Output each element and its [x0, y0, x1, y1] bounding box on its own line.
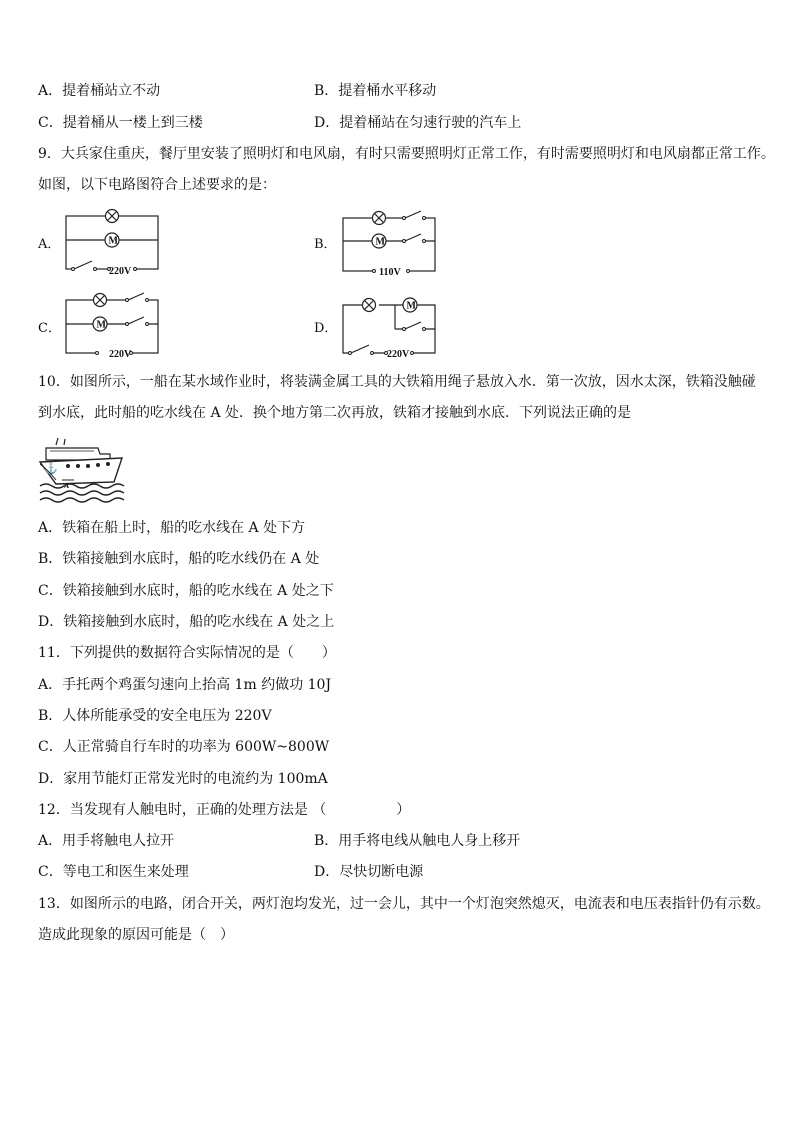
q9-option-d-label[interactable]: D． [314, 321, 338, 336]
q9-option-c-label[interactable]: C． [38, 321, 61, 336]
q12-option-c[interactable]: C．等电工和医生来处理 [38, 864, 189, 880]
q9-voltage-c: 220V [109, 349, 132, 360]
q9-circuit-d [339, 292, 439, 362]
q9-stem-line2: 如图，以下电路图符合上述要求的是： [38, 177, 276, 193]
q12-option-a[interactable]: A．用手将触电人拉开 [38, 833, 175, 849]
q11-option-b[interactable]: B．人体所能承受的安全电压为 220V [38, 708, 272, 724]
q12-option-b[interactable]: B．用手将电线从触电人身上移开 [314, 833, 521, 849]
q8-option-a[interactable]: A．提着桶站立不动 [38, 83, 161, 99]
q9-option-a-label[interactable]: A． [38, 237, 61, 252]
q9-voltage-d: 220V [387, 349, 410, 360]
q10-option-c[interactable]: C．铁箱接触到水底时，船的吃水线在 A 处之下 [38, 583, 334, 599]
q11-option-a[interactable]: A．手托两个鸡蛋匀速向上抬高 1m 约做功 10J [38, 677, 332, 693]
svg-text:M: M [406, 300, 416, 312]
svg-text:⚓: ⚓ [44, 463, 58, 475]
ship-waterline-label: A [64, 482, 70, 490]
svg-text:M: M [375, 236, 385, 248]
q13-stem-line1: 13．如图所示的电路，闭合开关，两灯泡均发光，过一会儿，其中一个灯泡突然熄灭，电流表和电压表指针仍有示数。 [38, 896, 770, 912]
q12-stem: 12．当发现有人触电时，正确的处理方法是 （ ） [38, 802, 411, 818]
q10-option-d[interactable]: D．铁箱接触到水底时，船的吃水线在 A 处之上 [38, 614, 335, 630]
ship-figure [38, 436, 126, 504]
q9-option-b-label[interactable]: B． [314, 237, 337, 252]
q11-option-d[interactable]: D．家用节能灯正常发光时的电流约为 100mA [38, 771, 328, 787]
q10-option-a[interactable]: A．铁箱在船上时，船的吃水线在 A 处下方 [38, 520, 306, 536]
q9-voltage-b: 110V [379, 267, 401, 278]
q9-circuit-b [339, 208, 439, 278]
motor-label: M [108, 235, 118, 247]
q13-stem-line2: 造成此现象的原因可能是（ ） [38, 927, 234, 943]
q8-option-c[interactable]: C．提着桶从一楼上到三楼 [38, 115, 203, 131]
q8-option-d[interactable]: D．提着桶站在匀速行驶的汽车上 [314, 115, 522, 131]
q9-circuit-a [62, 208, 162, 278]
q9-circuit-c [62, 292, 162, 362]
q10-stem-line1: 10．如图所示，一船在某水域作业时，将装满金属工具的大铁箱用绳子悬放入水．第一次放，因水太深，铁箱没触碰 [38, 374, 756, 390]
q10-option-b[interactable]: B．铁箱接触到水底时，船的吃水线仍在 A 处 [38, 551, 320, 567]
svg-text:M: M [96, 319, 106, 331]
q12-option-d[interactable]: D．尽快切断电源 [314, 864, 424, 880]
q11-option-c[interactable]: C．人正常骑自行车时的功率为 600W~800W [38, 739, 330, 755]
q9-stem-line1: 9．大兵家住重庆，餐厅里安装了照明灯和电风扇，有时只需要照明灯正常工作，有时需要照明灯和电风扇都正常工作。 [38, 146, 775, 162]
q8-option-b[interactable]: B．提着桶水平移动 [314, 83, 437, 99]
q10-stem-line2: 到水底，此时船的吃水线在 A 处．换个地方第二次再放，铁箱才接触到水底．下列说法正确的是 [38, 405, 632, 421]
q9-voltage-a: 220V [109, 266, 132, 277]
q11-stem: 11．下列提供的数据符合实际情况的是（ ） [38, 645, 336, 661]
